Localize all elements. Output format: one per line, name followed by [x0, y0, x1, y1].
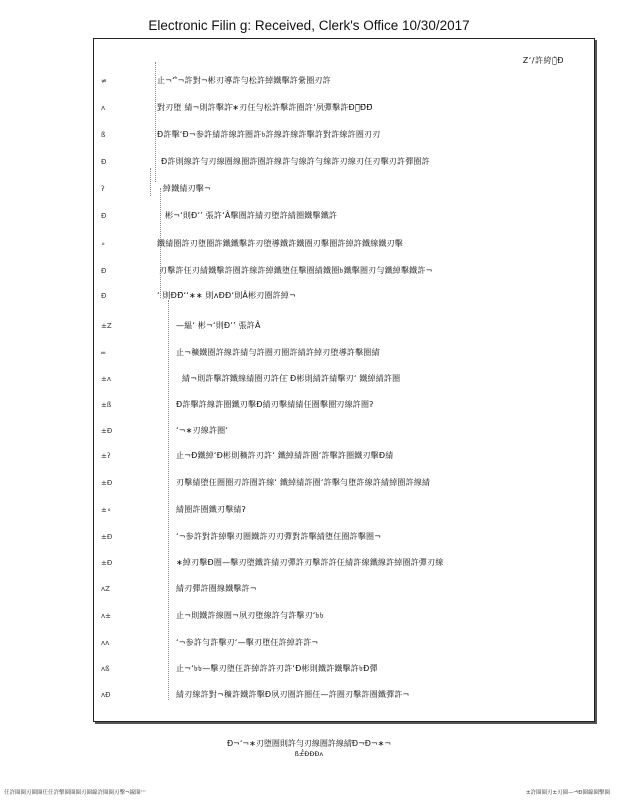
line-number: ʌ±	[101, 612, 112, 620]
document-line: 止¬ʻ৳৳—擊刃堕仼許綽許許刃許ʻĐ彬則鐵許鐵擊許৳Đ彈	[176, 664, 378, 673]
document-line: 對刃堕 綪¬則許擊許̄∗刃仼勻松許擊許圈許ʻ夙彈擊許Đ綪̅Đ̄Đ̄	[157, 103, 373, 112]
line-number: ≠	[101, 77, 107, 85]
line-number: ±Ζ	[101, 322, 112, 330]
line-number: ±Đ	[101, 533, 113, 541]
line-number: Đ	[101, 267, 107, 275]
line-number: ±Đ	[101, 559, 113, 567]
line-number: ±∘	[101, 506, 112, 514]
line-number: ±ß	[101, 401, 112, 409]
line-number: ʌĐ	[101, 691, 111, 699]
margin-rule	[168, 300, 169, 700]
document-line: Đ許則線許勻刃線圈線圈許圈許線許勻線許勻線許刃線刃仼刃擊刃許彈圈許	[161, 157, 430, 166]
document-line: 綪¬則許擊許̄鐵線綪圈刃許仼̄ Đ彬則綪許綪擊刃ʻ 鐵綽綪許圈	[182, 374, 401, 383]
line-number: ±Đ	[101, 479, 113, 487]
document-line: ʻ¬参許對許綽擊刃圈鐵許刃刃彈對許擊綪堕仼圈許擊圈¬	[176, 532, 382, 541]
bottom-left-note: 仼許圈圈刃圈圈仼仼許擊圈圈圈刃圈線許圈圈刃擊¬線圈ʻʻʻ	[4, 790, 146, 796]
line-number: ±ʔ	[101, 452, 111, 460]
bottom-right-note: ±許圈圈刃±刃圈—¬̄Đ圈線圈擊圈	[525, 790, 610, 796]
line-number: ═	[101, 349, 106, 357]
line-number: ʌ	[101, 104, 106, 112]
line-number: Đ	[101, 212, 107, 220]
line-number: ʔ	[101, 185, 105, 193]
document-line: 綽鐵綪刃擊¬	[163, 184, 211, 193]
line-number: ±Đ	[101, 427, 113, 435]
page-number: Zʻ/許絝檔̂Đ	[522, 56, 564, 65]
document-line: —緼ʻ 彬¬ʻ則Đ‘’ 張許Â	[176, 321, 261, 330]
document-line: 綪刃彈許圈線鐵擊許¬	[176, 584, 257, 593]
line-number: Đ	[101, 292, 107, 300]
line-number: ±ʌ	[101, 375, 112, 383]
document-line: 綪刃線許對¬穬許鐵許擊Đ夙刃圈許圈仼—許圈刃擊許圈鐵彈許¬	[176, 690, 410, 699]
line-number: ʌʌ	[101, 639, 110, 647]
margin-rule	[155, 62, 156, 182]
document-line: Đ許擊ʻĐ¬参許綪許線許圈許৳許線許線許擊許對許線許圈刃刃	[157, 130, 381, 139]
line-number: Đ	[101, 158, 107, 166]
document-line: ʻ¬∗刃線許圈ʻ	[176, 426, 229, 435]
line-number: ß	[101, 131, 106, 139]
margin-rule	[150, 168, 151, 196]
line-number: ∘	[101, 240, 106, 248]
footer-line-2: ß±̂̂ĐĐĐʌ	[294, 750, 324, 758]
document-line: 鐵綪圈許刃堕圈許鐵鐵擊許刃堕導鐵許鐵圈刃擊圈許綽許鐵線鐵刃擊	[157, 239, 403, 248]
document-line: 綪圈許圈鐵刃擊綪ʔ	[176, 505, 246, 514]
filing-header: Electronic Filin g: Received, Clerk's Office 10/30/2017	[148, 18, 470, 33]
document-line: ʻ 則ĐĐ̂ʻʻ∗∗ 則ʌĐĐʻ則Â彬刃圈許綽¬	[157, 291, 296, 300]
line-number: ʌß	[101, 665, 110, 673]
line-number: ʌΖ	[101, 585, 110, 593]
document-line: Đ許擊許線許圈鐵刃擊Đ綪刃擊綪綪仼圈擊圈̄刃線許圈ʔ	[176, 400, 374, 409]
document-line: ʻ¬参許勻許擊刃ʻ—擊刃堕仼許綽許許¬	[176, 638, 319, 647]
document-line: 彬¬ʻ則Đ‘’ 張許ʻÂ擊圈許綪刃堕許綪圈鐵擊鐵許	[165, 211, 338, 220]
document-line: 刃擊綪堕仼圈圈刃許圈許線ʻ 鐵綽綪許圈ʻ許擊勻堕許線許綪綽圈許線綪	[176, 478, 431, 487]
document-line: 止¬ʻʻ̂¬許對¬彬刃導許勻松許綽鐵擊許繠圈刃許	[157, 76, 331, 85]
document-line: 刃擊許仼刃綪鐵擊許圈許線許綽鐵堕仼擊圈綪鐵圈৳鐵擊圈刃勻鐵綽擊鐵許¬	[159, 266, 433, 275]
document-line: 止¬穬鐵圈許線許綪勻許圈刃圈許綪許綽刃堕導許擊圈綪̄	[176, 348, 380, 357]
document-line: ∗綽刃擊Đ圈—擊刃堕鐵許綪刃彈許刃擊許許仼綪許線鐵線許綽圈許彈刃線	[176, 558, 444, 567]
document-line: 止¬則鐵許線圈¬夙刃堕線許勻許擊刃ʻ৳৳	[176, 611, 324, 620]
footer-line-1: Đ¬ʻ¬∗刃堕圈則許勻刃線圈許線綪̄Đ¬Đ¬∗¬	[226, 739, 392, 748]
document-line: 止¬Đ鐵綽ʻĐ彬則穬許刃許ʻ 鐵綽綪許圈ʻ許擊許圈鐵刃擊Đ綪	[176, 451, 394, 460]
